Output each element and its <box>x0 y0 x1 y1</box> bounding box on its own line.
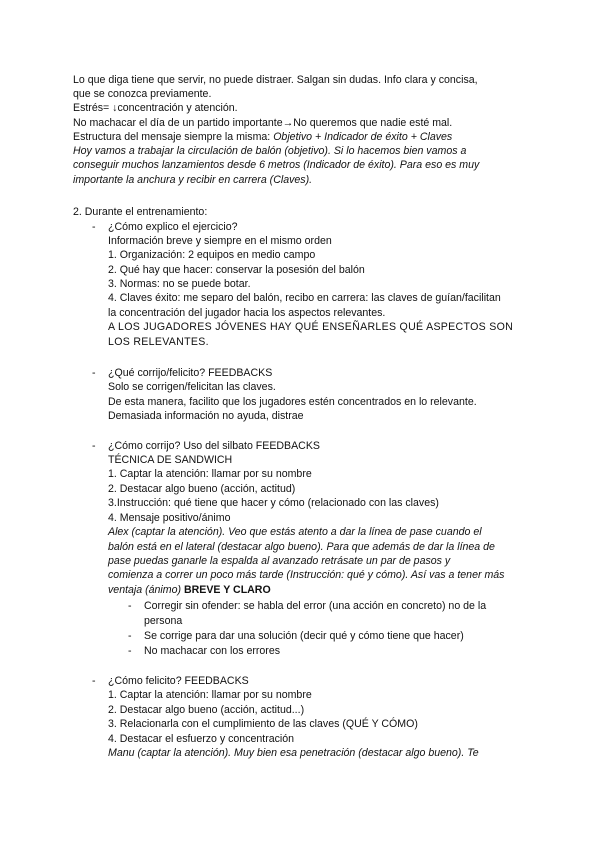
q3-subitem: Se corrige para dar una solución (decir qué y cómo tiene que hacer) <box>144 630 464 642</box>
bullet-dash: - <box>92 367 96 379</box>
q1-line: LOS RELEVANTES. <box>108 336 209 348</box>
structure-formula: Objetivo + Indicador de éxito + Claves <box>273 131 453 143</box>
intro-example-line-1: Hoy vamos a trabajar la circulación de balón (objetivo). Si lo hacemos bien vamos a <box>73 145 467 157</box>
intro-line-1: Lo que diga tiene que servir, no puede distraer. Salgan sin dudas. Info clara y concisa, <box>73 74 478 86</box>
q1-line: 3. Normas: no se puede botar. <box>108 278 251 290</box>
section-2-heading: 2. Durante el entrenamiento: <box>73 206 208 218</box>
q3-subitem: No machacar con los errores <box>144 645 281 657</box>
intro-line-5 <box>73 130 452 144</box>
q3-example-last-line <box>108 583 271 597</box>
q3-subitem: persona <box>144 615 183 627</box>
q4-example-line: Manu (captar la atención). Muy bien esa penetración (destacar algo bueno). Te <box>108 747 479 759</box>
q3-example-line: pase puedas ganarle la espalda al avanzado retrásate un par de pasos y <box>108 555 451 567</box>
q1-line: Información breve y siempre en el mismo orden <box>108 235 332 247</box>
q3-line: 3.Instrucción: qué tiene que hacer y cómo (relacionado con las claves) <box>108 497 439 509</box>
q1-line: A LOS JUGADORES JÓVENES HAY QUÉ ENSEÑARLES QUÉ ASPECTOS SON <box>108 321 514 333</box>
structure-label: Estructura del mensaje siempre la misma: <box>73 131 274 143</box>
q3-subitem: Corregir sin ofender: se habla del error (una acción en concreto) no de la <box>144 600 487 612</box>
q4-line: 3. Relacionarla con el cumplimiento de las claves (QUÉ Y CÓMO) <box>108 718 418 730</box>
bullet-dash: - <box>92 675 96 687</box>
sub-bullet-dash: - <box>128 630 132 642</box>
intro-line-4: No machacar el día de un partido importante→No queremos que nadie esté mal. <box>73 117 453 129</box>
q3-example-line: balón está en el lateral (destacar algo bueno). Para que además de dar la línea de <box>108 541 495 553</box>
q1-title: ¿Cómo explico el ejercicio? <box>108 221 238 233</box>
bullet-dash: - <box>92 440 96 452</box>
intro-example-line-3: importante la anchura y recibir en carrera (Claves). <box>73 174 313 186</box>
q2-line: Demasiada información no ayuda, distrae <box>108 410 304 422</box>
q4-line: 1. Captar la atención: llamar por su nombre <box>108 689 312 701</box>
q2-title: ¿Qué corrijo/felicito? FEEDBACKS <box>108 367 273 379</box>
intro-line-2: que se conozca previamente. <box>73 88 212 100</box>
brief-clear-emphasis: BREVE Y CLARO <box>183 584 271 596</box>
q3-line: 1. Captar la atención: llamar por su nombre <box>108 468 312 480</box>
q3-line: 2. Destacar algo bueno (acción, actitud) <box>108 483 296 495</box>
q4-line: 2. Destacar algo bueno (acción, actitud...) <box>108 704 305 716</box>
sub-bullet-dash: - <box>128 645 132 657</box>
q3-example-end: ventaja (ánimo) <box>108 584 184 596</box>
q2-line: Solo se corrigen/felicitan las claves. <box>108 381 276 393</box>
q1-line: 4. Claves éxito: me separo del balón, recibo en carrera: las claves de guían/facilitan <box>108 292 501 304</box>
q3-line: 4. Mensaje positivo/ánimo <box>108 512 231 524</box>
q4-title: ¿Cómo felicito? FEEDBACKS <box>108 675 249 687</box>
q1-line: 2. Qué hay que hacer: conservar la posesión del balón <box>108 264 365 276</box>
q3-title: ¿Cómo corrijo? Uso del silbato FEEDBACKS <box>108 440 320 452</box>
intro-example-line-2: conseguir muchos lanzamientos desde 6 metros (Indicador de éxito). Para eso es muy <box>73 159 480 171</box>
q1-line: la concentración del jugador hacia los aspectos relevantes. <box>108 307 386 319</box>
sub-bullet-dash: - <box>128 600 132 612</box>
bullet-dash: - <box>92 221 96 233</box>
q4-line: 4. Destacar el esfuerzo y concentración <box>108 733 295 745</box>
q3-line: TÉCNICA DE SANDWICH <box>108 454 233 466</box>
q3-example-line: comienza a correr un poco más tarde (Instrucción: qué y cómo). Así vas a tener más <box>108 569 505 581</box>
intro-line-3: Estrés= ↓concentración y atención. <box>73 102 238 114</box>
q1-line: 1. Organización: 2 equipos en medio campo <box>108 249 316 261</box>
q2-line: De esta manera, facilito que los jugadores estén concentrados en lo relevante. <box>108 396 477 408</box>
q3-example-line: Alex (captar la atención). Veo que estás atento a dar la línea de pase cuando el <box>108 526 482 538</box>
